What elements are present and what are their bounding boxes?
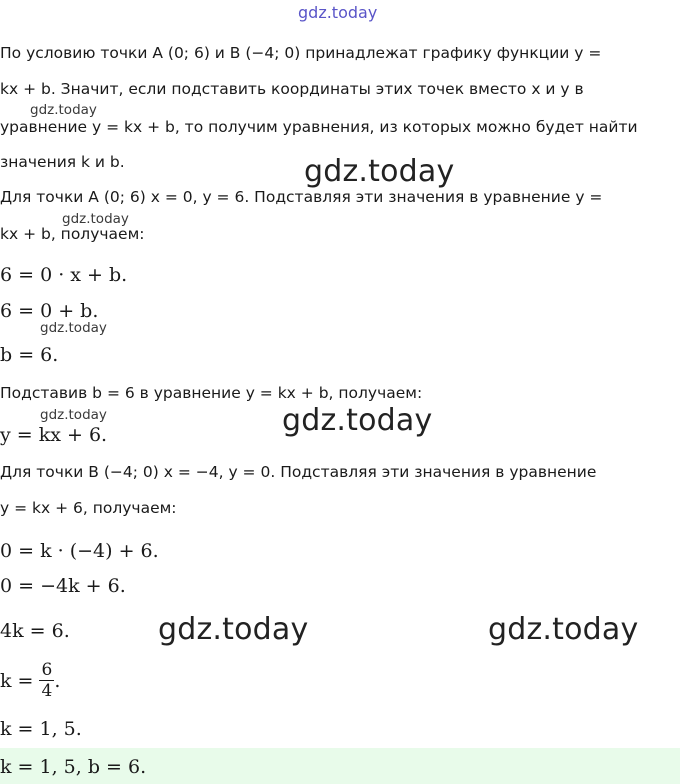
watermark-big-2: gdz.today (282, 403, 433, 438)
watermark-big-3: gdz.today (158, 612, 309, 647)
para3: Подставив b = 6 в уравнение y = kx + b, получаем: (0, 384, 423, 402)
para1-line1: По условию точки A (0; 6) и B (−4; 0) принадлежат графику функции y = (0, 44, 602, 62)
watermark-big-4: gdz.today (488, 612, 639, 647)
para2-line2: kx + b, получаем: (0, 225, 145, 243)
equation-8-lhs: k = (0, 669, 34, 692)
equation-2: 6 = 0 + b. (0, 300, 99, 322)
para1-line4: значения k и b. (0, 153, 125, 171)
para4-line2: y = kx + 6, получаем: (0, 499, 177, 517)
equation-9: k = 1, 5. (0, 718, 82, 740)
para4-line1: Для точки B (−4; 0) x = −4, y = 0. Подставляя эти значения в уравнение (0, 463, 597, 481)
equation-8-tail: . (54, 669, 61, 692)
equation-3: b = 6. (0, 344, 59, 366)
watermark-small-1: gdz.today (30, 102, 97, 118)
equation-6: 0 = −4k + 6. (0, 575, 126, 597)
para1-line3: уравнение y = kx + b, то получим уравнения, из которых можно будет найти (0, 118, 638, 136)
answer: k = 1, 5, b = 6. (0, 756, 147, 778)
fraction-denominator: 4 (41, 681, 53, 701)
equation-7: 4k = 6. (0, 620, 70, 642)
para1-line2: kx + b. Значит, если подставить координаты этих точек вместо x и y в (0, 80, 584, 98)
fraction (39, 660, 54, 701)
equation-1: 6 = 0 · x + b. (0, 264, 128, 286)
fraction-numerator: 6 (41, 660, 53, 680)
watermark-big-1: gdz.today (304, 154, 455, 189)
watermark-top: gdz.today (298, 3, 378, 22)
equation-4: y = kx + 6. (0, 424, 108, 446)
watermark-small-3: gdz.today (40, 320, 107, 336)
para2-line1: Для точки A (0; 6) x = 0, y = 6. Подставляя эти значения в уравнение y = (0, 188, 603, 206)
watermark-small-2: gdz.today (62, 211, 129, 227)
watermark-small-4: gdz.today (40, 407, 107, 423)
equation-5: 0 = k · (−4) + 6. (0, 540, 159, 562)
equation-8 (0, 660, 60, 701)
